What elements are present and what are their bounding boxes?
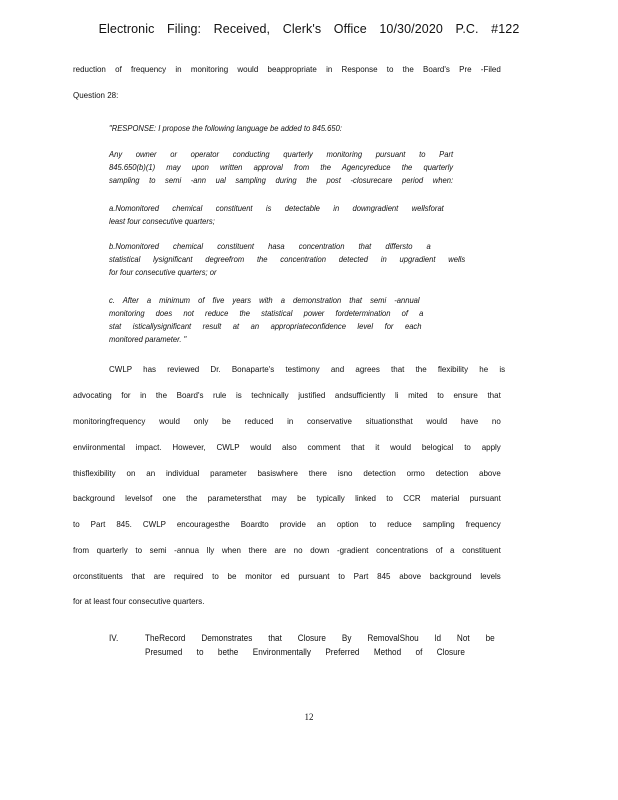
body-text-line: Question 28: xyxy=(73,90,119,100)
body-text-line: CWLP has reviewed Dr. Bonaparte's testimony and agrees that the flexibility he is xyxy=(109,364,506,374)
section-heading-line: TheRecord Demonstrates that Closure By RemovalShou ld Not be xyxy=(145,633,495,643)
body-text-line: orconstituents that are required to be monitor ed pursuant to Part 845 above background levels xyxy=(73,571,501,581)
response-heading: "RESPONSE: I propose the following language be added to 845.650: xyxy=(109,124,342,133)
quote-line: least four consecutive quarters; xyxy=(109,217,215,226)
quote-line: a.Nomonitored chemical constituent is detectable in downgradient wellsforat xyxy=(109,204,444,213)
section-heading-line: Presumed to bethe Environmentally Preferred Method of Closure xyxy=(145,647,465,657)
body-text-line: for at least four consecutive quarters. xyxy=(73,596,205,606)
section-number: IV. xyxy=(109,633,119,643)
quote-line: stat isticallysignificant result at an appropriateconfidence level for each xyxy=(109,322,422,331)
quote-line: b.Nomonitored chemical constituent hasa concentration that differsto a xyxy=(109,242,431,251)
quote-line: c. After a minimum of five years with a demonstration that semi -annual xyxy=(109,296,420,305)
body-text-line: to Part 845. CWLP encouragesthe Boardto provide an option to reduce sampling frequency xyxy=(73,519,501,529)
filing-header: Electronic Filing: Received, Clerk's Office 10/30/2020 P.C. #122 xyxy=(98,22,520,36)
body-text-line: reduction of frequency in monitoring would beappropriate in Response to the Board's Pre -Filed xyxy=(73,64,501,74)
body-text-line: from quarterly to semi -annua lly when there are no down -gradient concentrations of a constituent xyxy=(73,545,501,555)
body-text-line: advocating for in the Board's rule is technically justified andsufficiently li mited to ensure that xyxy=(73,390,501,400)
body-text-line: monitoringfrequency would only be reduced in conservative situationsthat would have no xyxy=(73,416,501,426)
quote-line: monitored parameter. " xyxy=(109,335,187,344)
quote-line: monitoring does not reduce the statistical power fordetermination of a xyxy=(109,309,424,318)
body-text-line: background levelsof one the parametersthat may be typically linked to CCR material pursuant xyxy=(73,493,501,503)
body-text-line: thisflexibility on an individual parameter basiswhere there isno detection ormo detection above xyxy=(73,468,501,478)
quote-line: for four consecutive quarters; or xyxy=(109,268,217,277)
quote-line: statistical lysignificant degreefrom the concentration detected in upgradient wells xyxy=(109,255,466,264)
body-text-line: enviironmental impact. However, CWLP would also comment that it would belogical to apply xyxy=(73,442,501,452)
quote-line: Any owner or operator conducting quarterly monitoring pursuant to Part xyxy=(109,150,454,159)
quote-line: 845.650(b)(1) may upon written approval from the Agencyreduce the quarterly xyxy=(109,163,454,172)
quote-line: sampling to semi -ann ual sampling during the post -closurecare period when: xyxy=(109,176,454,185)
page-number: 12 xyxy=(304,712,314,722)
